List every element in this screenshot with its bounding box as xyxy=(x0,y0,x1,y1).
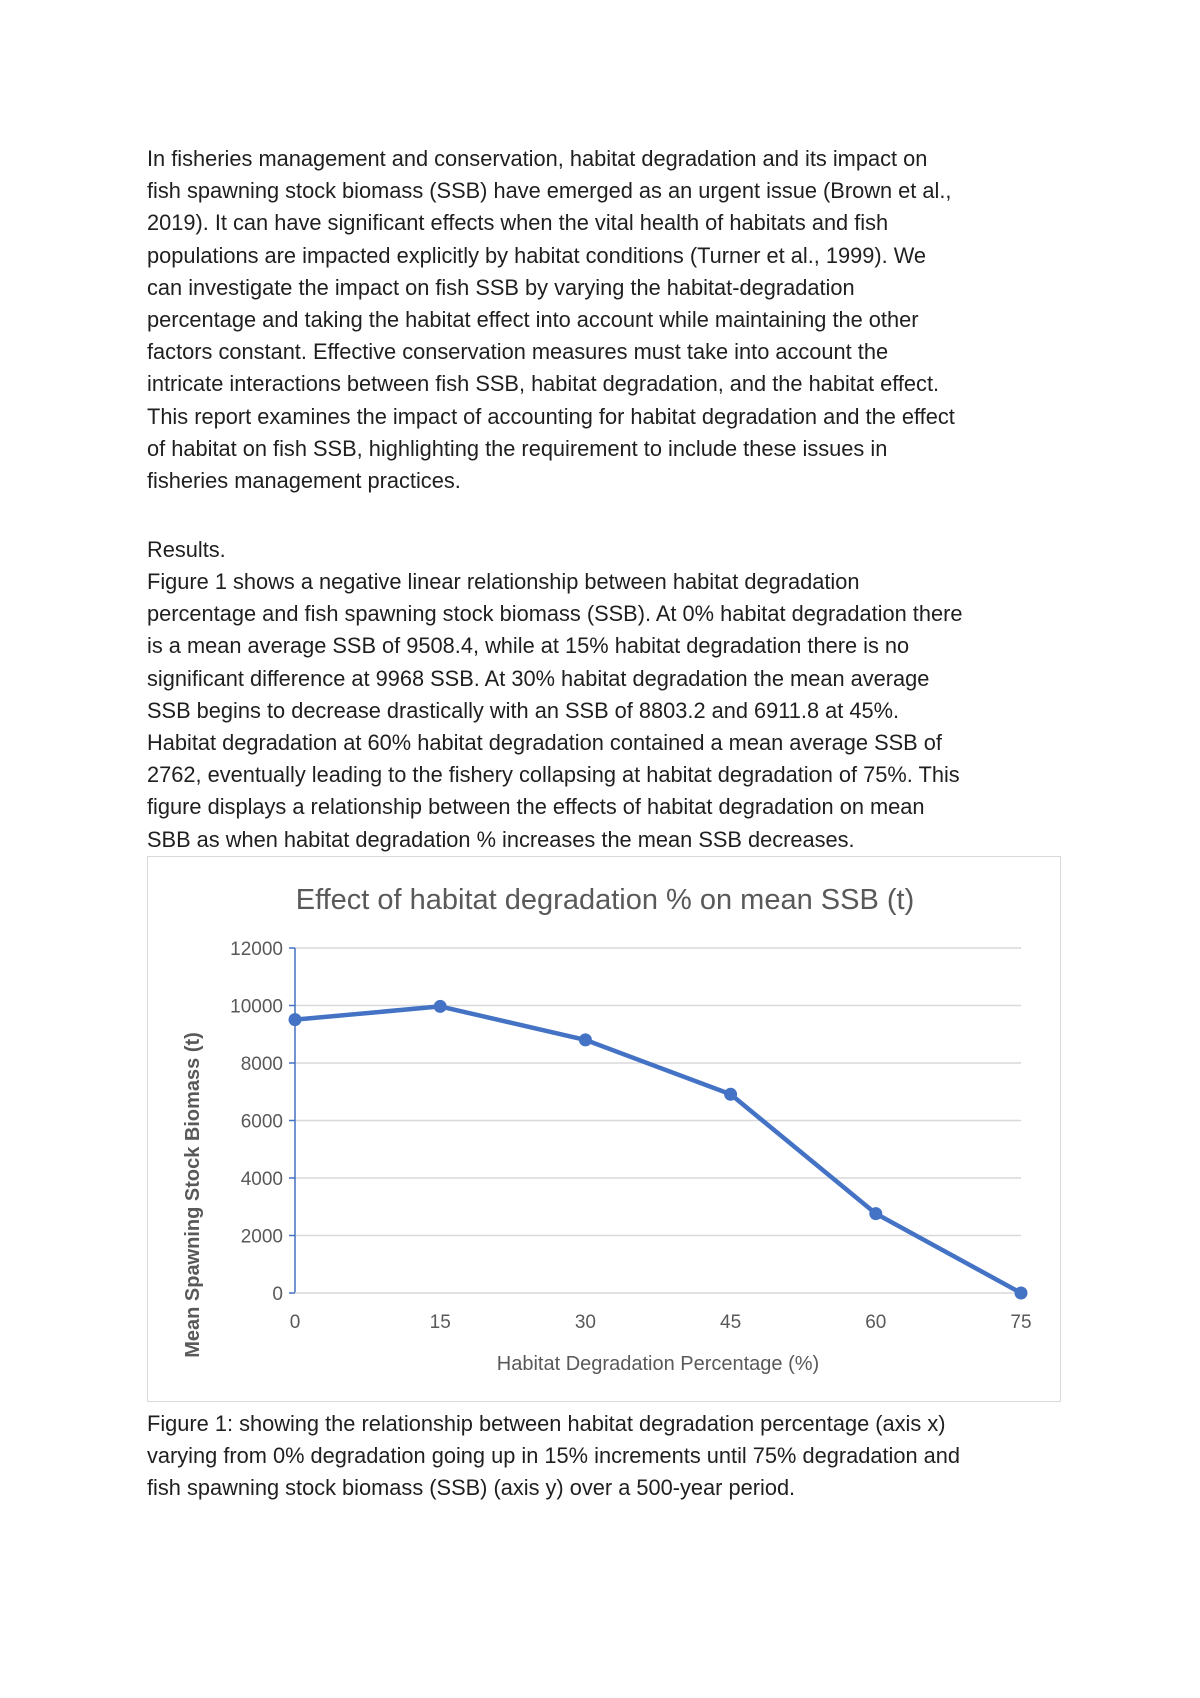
data-point xyxy=(434,1000,447,1013)
text-line: 2762, eventually leading to the fishery collapsing at habitat degradation of 75%. This xyxy=(147,762,960,788)
figure-caption xyxy=(147,1408,1077,1505)
chart-title: Effect of habitat degradation % on mean SSB (t) xyxy=(295,884,915,916)
text-line: SSB begins to decrease drastically with an SSB of 8803.2 and 6911.8 at 45%. xyxy=(147,697,900,723)
y-tick-label: 2000 xyxy=(240,1226,283,1248)
x-axis-label: Habitat Degradation Percentage (%) xyxy=(496,1353,820,1375)
text-line: factors constant. Effective conservation measures must take into account the xyxy=(147,339,889,365)
text-line: Figure 1 shows a negative linear relationship between habitat degradation xyxy=(147,569,860,594)
data-point xyxy=(724,1088,737,1101)
text-line: can investigate the impact on fish SSB by varying the habitat-degradation xyxy=(147,274,855,300)
y-axis-label: Mean Spawning Stock Biomass (t) xyxy=(182,1032,204,1358)
text-line: In fisheries management and conservation, habitat degradation and its impact on xyxy=(147,146,928,171)
tick-labels xyxy=(230,939,1031,1333)
data-point xyxy=(289,1013,302,1026)
y-tick-label: 4000 xyxy=(240,1169,283,1190)
text-line: varying from 0% degradation going up in 15% increments until 75% degradation and xyxy=(147,1443,961,1469)
text-line: intricate interactions between fish SSB, habitat degradation, and the habitat effect. xyxy=(147,371,940,397)
x-tick-label: 75 xyxy=(1010,1312,1032,1333)
text-line: significant difference at 9968 SSB. At 30% habitat degradation the mean average xyxy=(147,665,930,691)
data-points xyxy=(289,1000,1028,1300)
y-tick-label: 8000 xyxy=(240,1054,283,1075)
text-line: SBB as when habitat degradation % increases the mean SSB decreases. xyxy=(147,826,855,852)
text-line: This report examines the impact of accounting for habitat degradation and the effect xyxy=(147,403,955,429)
text-line: is a mean average SSB of 9508.4, while at 15% habitat degradation there is no xyxy=(147,633,910,659)
series-line xyxy=(295,1006,1021,1293)
results-paragraph xyxy=(147,566,1077,856)
figure-1-chart xyxy=(147,856,1061,1402)
line-chart-svg xyxy=(148,857,1062,1403)
text-line: fish spawning stock biomass (SSB) have emerged as an urgent issue (Brown et al., xyxy=(147,178,952,204)
data-point xyxy=(1015,1287,1028,1300)
text-line: Habitat degradation at 60% habitat degradation contained a mean average SSB of xyxy=(147,730,942,756)
y-tick-label: 6000 xyxy=(240,1111,283,1133)
text-line: populations are impacted explicitly by habitat conditions (Turner et al., 1999). We xyxy=(147,242,927,268)
y-tick-label: 12000 xyxy=(230,939,283,960)
text-line: percentage and taking the habitat effect into account while maintaining the other xyxy=(147,307,919,333)
series-line xyxy=(295,1006,1021,1293)
text-line: of habitat on fish SSB, highlighting the requirement to include these issues in xyxy=(147,435,888,461)
x-tick-label: 15 xyxy=(429,1312,451,1333)
x-tick-label: 30 xyxy=(574,1312,596,1333)
x-tick-label: 60 xyxy=(865,1312,887,1333)
text-line: figure displays a relationship between the effects of habitat degradation on mean xyxy=(147,794,925,820)
text-line: fisheries management practices. xyxy=(147,468,461,494)
y-tick-label: 0 xyxy=(272,1284,283,1305)
x-tick-label: 0 xyxy=(289,1312,301,1333)
text-line: fish spawning stock biomass (SSB) (axis y) over a 500-year period. xyxy=(147,1475,796,1501)
gridlines xyxy=(295,948,1021,1236)
results-heading: Results. xyxy=(147,537,226,562)
text-line: Figure 1: showing the relationship between habitat degradation percentage (axis x) xyxy=(147,1411,946,1436)
y-tick-label: 10000 xyxy=(230,996,283,1018)
x-tick-label: 45 xyxy=(720,1312,742,1333)
text-line: 2019). It can have significant effects when the vital health of habitats and fish xyxy=(147,210,889,236)
data-point xyxy=(579,1033,592,1046)
intro-paragraph xyxy=(147,143,1077,497)
data-point xyxy=(869,1207,882,1220)
text-line: percentage and fish spawning stock biomass (SSB). At 0% habitat degradation there xyxy=(147,601,963,627)
